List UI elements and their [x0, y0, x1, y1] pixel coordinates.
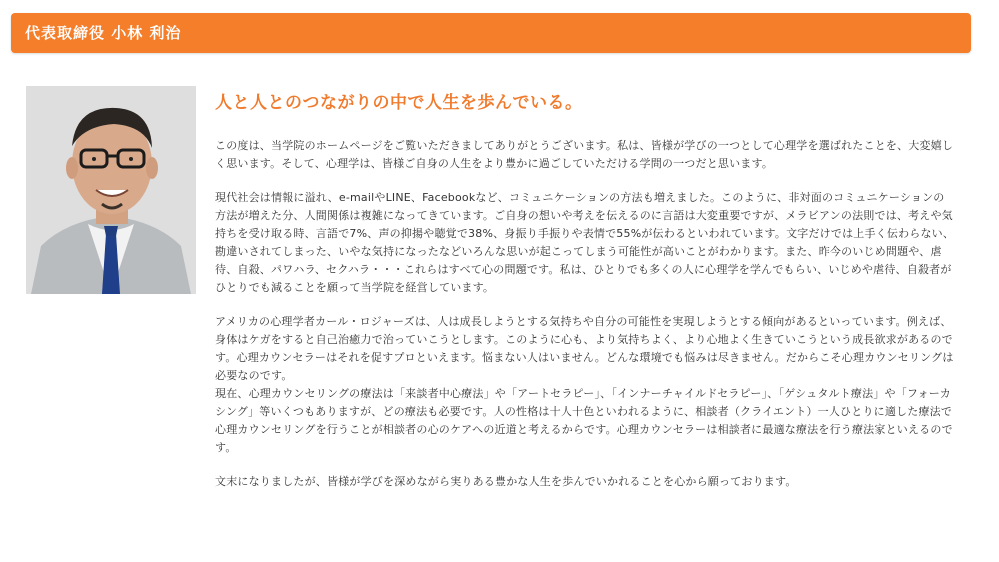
- paragraph-greeting: この度は、当学院のホームページをご覧いただきましてありがとうございます。私は、皆様が学びの一つとして心理学を選ばれたことを、大変嬉しく思います。そして、心理学は、皆様ご自身の人生をより豊かに過ごしていただける学問の一つだと思います。: [215, 139, 954, 170]
- message-content: [215, 88, 955, 507]
- portrait-photo: [26, 86, 196, 294]
- paragraph-rogers: アメリカの心理学者カール・ロジャーズは、人は成長しようとする気持ちや自分の可能性を実現しようとする傾向があるといっています。例えば、身体はケガをすると自己治癒力で治っていこうとします。このように心も、より気持ちよく、より心地よく生きていこうという成長欲求があるのです。心理カウンセラーはそれを促すプロといえます。悩まない人はいません。どんな環境でも悩みは尽きません。だからこそ心理カウンセリングは必要なのです。: [215, 315, 954, 382]
- paragraph-therapies: 現在、心理カウンセリングの療法は「来談者中心療法」や「アートセラピー」、「インナーチャイルドセラピー」、「ゲシュタルト療法」や「フォーカシング」等いくつもありますが、どの療法も必要です。人の性格は十人十色といわれるように、相談者（クライエント）一人ひとりに適した療法で心理カウンセリングを行うことが相談者の心のケアへの近道と考えるからです。心理カウンセラーは相談者に最適な療法を行う療法家といえるのです。: [215, 387, 953, 454]
- paragraph-communication: 現代社会は情報に溢れ、e-mailやLINE、Facebookなど、コミュニケーションの方法も増えました。このように、非対面のコミュニケーションの方法が増えた分、人間関係は複雑になってきています。ご自身の想いや考えを伝えるのに言語は大変重要ですが、メラビアンの法則では、考えや気持ちを受け取る時、言語で7%、声の抑揚や聴覚で38%、身振り手振りや表情で55%が伝わるといわれています。文字だけでは上手く伝わらない、勘違いされてしまった、いやな気持になったなどいろんな思いが起こってしまう可能性が高いことがわかります。また、昨今のいじめ問題や、虐待、自殺、パワハラ、セクハラ・・・これらはすべて心の問題です。私は、ひとりでも多くの人に心理学を学んでもらい、いじめや虐待、自殺者がひとりでも減ることを願って当学院を経営しています。: [215, 191, 955, 294]
- section-header: [11, 13, 971, 53]
- portrait-image: [26, 86, 196, 294]
- paragraph-closing: 文末になりましたが、皆様が学びを深めながら実りある豊かな人生を歩んでいかれることを心から願っております。: [215, 475, 797, 488]
- page-title: 代表取締役 小林 利治: [25, 24, 182, 42]
- message-headline: 人と人とのつながりの中で人生を歩んでいる。: [215, 93, 583, 113]
